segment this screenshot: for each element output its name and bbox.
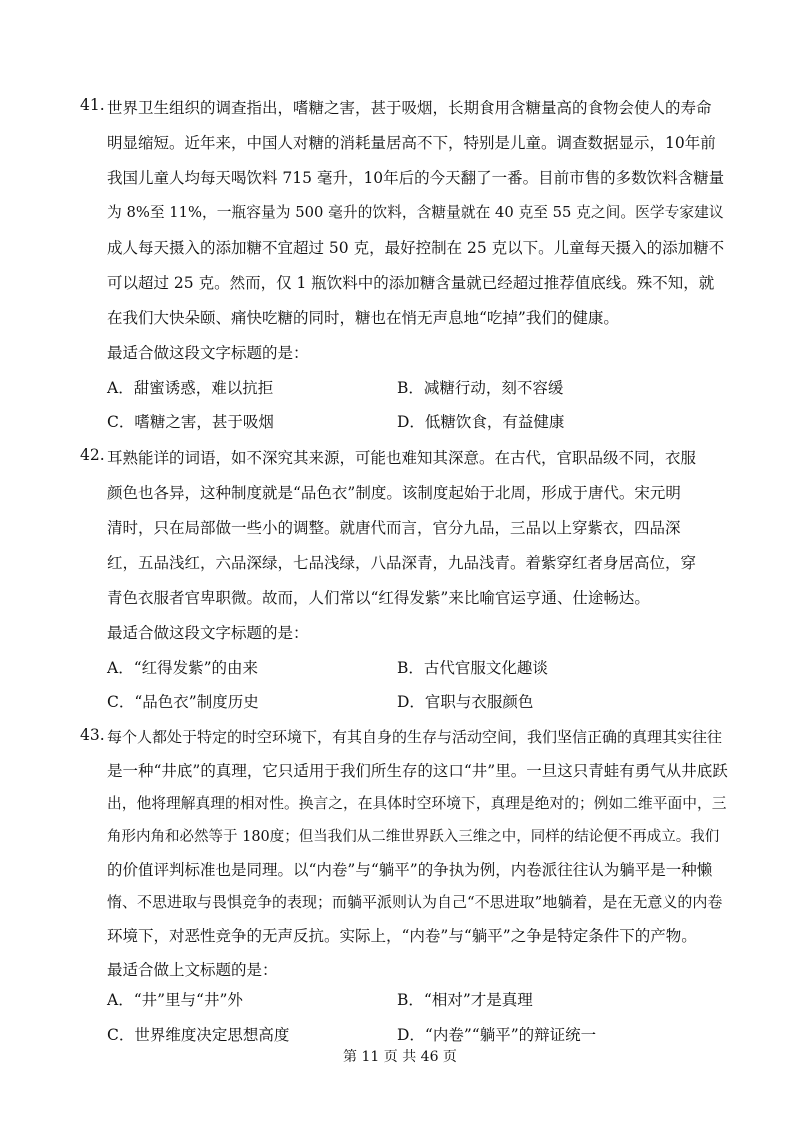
paragraph-line: 是一种“井底”的真理，它只适用于我们所生存的这口“井”里。一旦这只青蛙有勇气从井底跃 [107, 762, 728, 780]
paragraph-line: 惰、不思进取与畏惧竞争的表现；而躺平派则认为自己“不思进取”地躺着，是在无意义的内卷 [107, 893, 723, 911]
paragraph-line: 角形内角和必然等于 180度；但当我们从二维世界跃入三维之中，同样的结论便不再成立。我们 [107, 829, 720, 845]
question-number: 43. [80, 726, 105, 744]
paragraph-line: 清时，只在局部做一些小的调整。就唐代而言，官分九品，三品以上穿紫衣，四品深 [107, 519, 681, 537]
option-c: C．“品色衣”制度历史 [107, 693, 259, 711]
paragraph-line: 出，他将理解真理的相对性。换言之，在具体时空环境下，真理是绝对的；例如二维平面中，三 [107, 795, 727, 812]
paragraph-line: 为 8%至 11%，一瓶容量为 500 毫升的饮料，含糖量就在 40 克至 55 克之间。医学专家建议 [107, 204, 724, 221]
paragraph-line: 的价值评判标准也是同理。以“内卷”与“躺平”的争执为例，内卷派往往认为躺平是一种懒 [107, 861, 713, 879]
paragraph-line: 成人每天摄入的添加糖不宜超过 50 克，最好控制在 25 克以下。儿童每天摄入的添加糖不 [107, 239, 725, 257]
paragraph-line: 红，五品浅红，六品深绿，七品浅绿，八品深青，九品浅青。着紫穿红者身居高位，穿 [107, 554, 697, 572]
option-c: C．世界维度决定思想高度 [107, 1026, 290, 1044]
option-a: A．“井”里与“井”外 [107, 991, 243, 1009]
question-number: 42. [80, 446, 105, 464]
paragraph-line: 世界卫生组织的调查指出，嗜糖之害，甚于吸烟，长期食用含糖量高的食物会使人的寿命 [107, 99, 712, 117]
option-d: D．官职与衣服颜色 [397, 693, 534, 711]
paragraph-line: 颜色也各异，这种制度就是“品色衣”制度。该制度起始于北周，形成于唐代。宋元明 [107, 484, 681, 502]
paragraph-line: 耳熟能详的词语，如不深究其来源，可能也难知其深意。在古代，官职品级不同，衣服 [107, 449, 697, 467]
question-prompt: 最适合做这段文字标题的是： [107, 344, 309, 362]
option-b: B．“相对”才是真理 [397, 991, 533, 1009]
paragraph-line: 环境下，对恶性竞争的无声反抗。实际上，“内卷”与“躺平”之争是特定条件下的产物。 [107, 927, 697, 945]
paragraph-line: 每个人都处于特定的时空环境下，有其自身的生存与活动空间，我们坚信正确的真理其实往往 [107, 728, 723, 746]
option-d: D．低糖饮食，有益健康 [397, 413, 565, 431]
paragraph-line: 我国儿童人均每天喝饮料 715 毫升，10年后的今天翻了一番。目前市售的多数饮料含糖量 [107, 169, 725, 187]
paragraph-line: 在我们大快朵颐、痛快吃糖的同时，糖也在悄无声息地“吃掉”我们的健康。 [107, 309, 619, 327]
option-b: B．减糖行动，刻不容缓 [397, 379, 564, 397]
option-c: C．嗜糖之害，甚于吸烟 [107, 413, 274, 431]
paragraph-line: 青色衣服者官卑职微。故而，人们常以“红得发紫”来比喻官运亨通、仕途畅达。 [107, 589, 650, 607]
question-prompt: 最适合做这段文字标题的是： [107, 624, 309, 642]
question-number: 41. [80, 96, 105, 114]
paragraph-line: 可以超过 25 克。然而，仅 1 瓶饮料中的添加糖含量就已经超过推荐值底线。殊不知，就 [107, 274, 715, 292]
question-prompt: 最适合做上文标题的是： [107, 961, 278, 979]
option-a: A．“红得发紫”的由来 [107, 659, 259, 677]
paragraph-line: 明显缩短。近年来，中国人对糖的消耗量居高不下，特别是儿童。调查数据显示，10年前 [107, 134, 716, 152]
option-b: B．古代官服文化趣谈 [397, 659, 548, 677]
page-footer: 第 11 页 共 46 页 [343, 1049, 457, 1065]
option-d: D．“内卷”“躺平”的辩证统一 [397, 1026, 597, 1044]
option-a: A．甜蜜诱惑，难以抗拒 [107, 379, 274, 397]
